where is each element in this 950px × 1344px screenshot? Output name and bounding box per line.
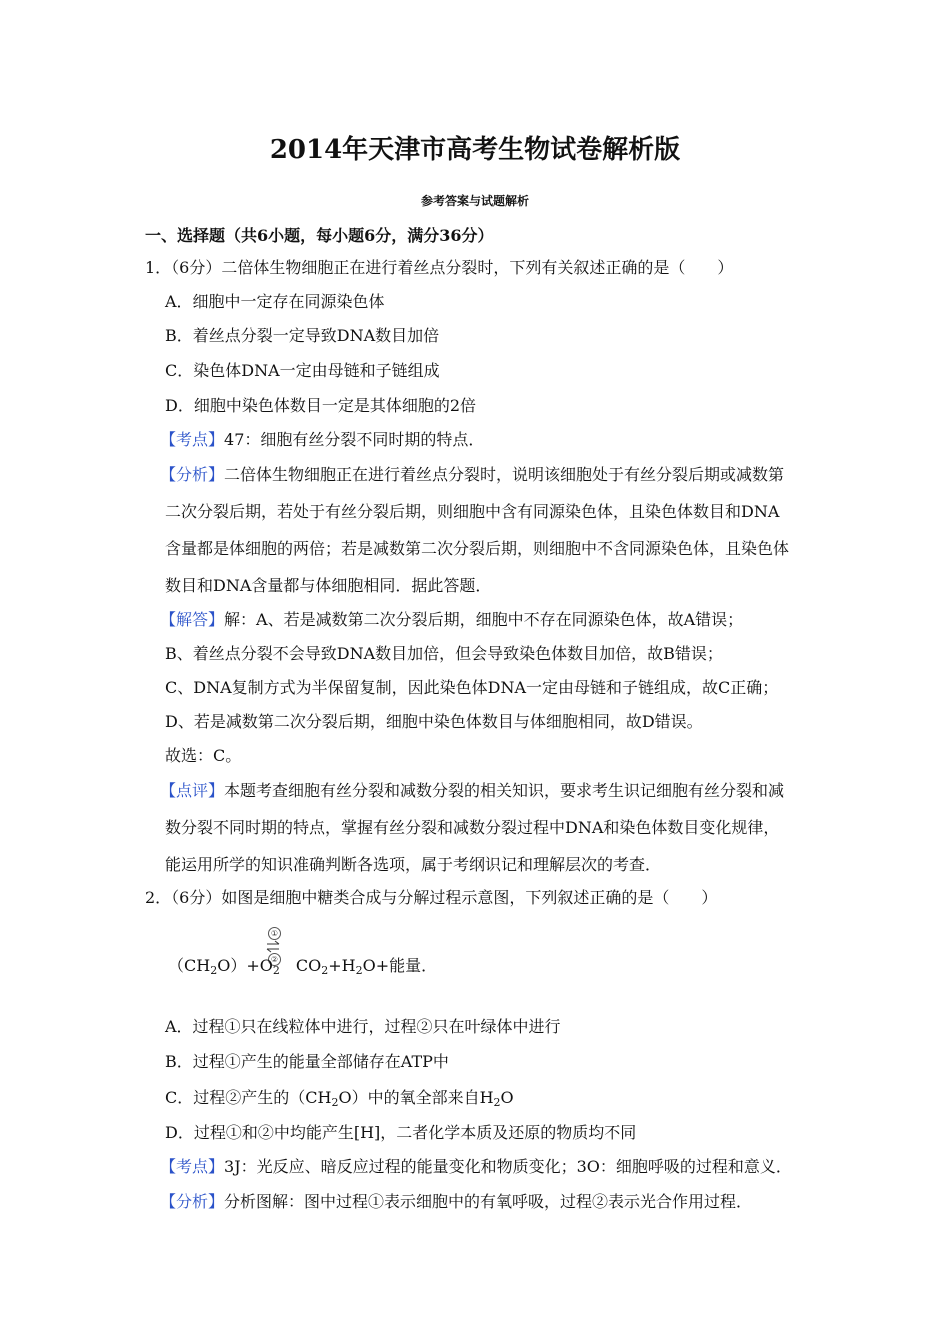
q1-fenxi-line-3: 含量都是体细胞的两倍；若是减数第二次分裂后期，则细胞中不含同源染色体，且染色体 — [165, 539, 790, 558]
optc-part: C．过程②产生的（CH — [165, 1088, 332, 1107]
page-subtitle: 参考答案与试题解析 — [420, 194, 529, 208]
q2-option-a: A．过程①只在线粒体中进行，过程②只在叶绿体中进行 — [165, 1017, 561, 1036]
reversible-arrow-icon — [265, 940, 281, 954]
q1-fenxi-line-4: 数目和DNA含量都与体细胞相同．据此答题． — [165, 576, 492, 595]
jieda-tag: 【解答】 — [160, 610, 225, 629]
kaodian-tag: 【考点】 — [160, 1157, 225, 1176]
q1-fenxi-line-2: 二次分裂后期，若处于有丝分裂后期，则细胞中含有同源染色体，且染色体数目和DNA — [165, 502, 780, 521]
q1-fenxi-line-1 — [160, 465, 784, 485]
eq-part: O）+O — [217, 956, 273, 975]
q1-answer: 故选：C。 — [165, 746, 242, 765]
fenxi-text: 二倍体生物细胞正在进行着丝点分裂时，说明该细胞处于有丝分裂后期或减数第 — [224, 465, 785, 484]
optc-part: O — [500, 1088, 514, 1107]
eq-part: O+能量． — [362, 956, 438, 975]
dianping-tag: 【点评】 — [160, 781, 225, 800]
q2-equation — [168, 956, 437, 981]
eq-sub: 2 — [355, 964, 363, 977]
eq-sub: 2 — [321, 964, 329, 977]
eq-sub: 2 — [272, 964, 280, 977]
q1-jieda-line-1 — [160, 610, 743, 630]
fenxi-tag: 【分析】 — [160, 465, 225, 484]
process-1-label: ① — [268, 927, 281, 940]
q1-jieda-line-2: B、着丝点分裂不会导致DNA数目加倍，但会导致染色体数目加倍，故B错误； — [165, 644, 723, 663]
q1-jieda-line-3: C、DNA复制方式为半保留复制，因此染色体DNA一定由母链和子链组成，故C正确； — [165, 678, 779, 697]
q2-option-b: B．过程①产生的能量全部储存在ATP中 — [165, 1052, 449, 1071]
q1-jieda-line-4: D、若是减数第二次分裂后期，细胞中染色体数目与体细胞相同，故D错误。 — [165, 712, 703, 731]
optc-part: O）中的氧全部来自H — [338, 1088, 494, 1107]
eq-part: （CH — [168, 956, 211, 975]
fenxi-text: 分析图解：图中过程①表示细胞中的有氧呼吸，过程②表示光合作用过程． — [224, 1192, 753, 1211]
q2-option-d: D．过程①和②中均能产生[H]，二者化学本质及还原的物质均不同 — [165, 1123, 637, 1142]
eq-sub: 2 — [210, 964, 218, 977]
kaodian-tag: 【考点】 — [160, 430, 225, 449]
q1-dianping-line-2: 数分裂不同时期的特点，掌握有丝分裂和减数分裂过程中DNA和染色体数目变化规律， — [165, 818, 780, 837]
q1-option-c: C．染色体DNA一定由母链和子链组成 — [165, 361, 440, 380]
optc-sub: 2 — [331, 1096, 339, 1109]
q1-option-b: B．着丝点分裂一定导致DNA数目加倍 — [165, 326, 440, 345]
section-heading: 一、选择题（共6小题，每小题6分，满分36分） — [145, 226, 494, 245]
process-2-label: ② — [268, 953, 281, 966]
q1-dianping-line-1 — [160, 781, 784, 801]
fenxi-tag: 【分析】 — [160, 1192, 225, 1211]
dianping-text: 本题考查细胞有丝分裂和减数分裂的相关知识，要求考生识记细胞有丝分裂和减 — [224, 781, 785, 800]
q2-fenxi — [160, 1192, 752, 1212]
q2-stem: 2．（6分）如图是细胞中糖类合成与分解过程示意图，下列叙述正确的是（ ） — [145, 888, 718, 907]
q1-dianping-line-3: 能运用所学的知识准确判断各选项，属于考纲识记和理解层次的考查． — [165, 855, 662, 874]
kaodian-text: 47：细胞有丝分裂不同时期的特点． — [224, 430, 485, 449]
eq-part: CO — [295, 956, 322, 975]
q1-stem: 1．（6分）二倍体生物细胞正在进行着丝点分裂时，下列有关叙述正确的是（ ） — [145, 258, 734, 277]
jieda-text: 解：A、若是减数第二次分裂后期，细胞中不存在同源染色体，故A错误； — [224, 610, 744, 629]
optc-sub: 2 — [493, 1096, 501, 1109]
page-title: 2014年天津市高考生物试卷解析版 — [269, 135, 681, 165]
q1-kaodian — [160, 430, 484, 450]
q1-option-a: A．细胞中一定存在同源染色体 — [165, 292, 385, 311]
q1-option-d: D．细胞中染色体数目一定是其体细胞的2倍 — [165, 396, 477, 415]
q2-kaodian — [160, 1157, 792, 1177]
q2-option-c — [165, 1088, 514, 1113]
eq-part: +H — [328, 956, 356, 975]
kaodian-text: 3J：光反应、暗反应过程的能量变化和物质变化；3O：细胞呼吸的过程和意义． — [224, 1157, 792, 1176]
